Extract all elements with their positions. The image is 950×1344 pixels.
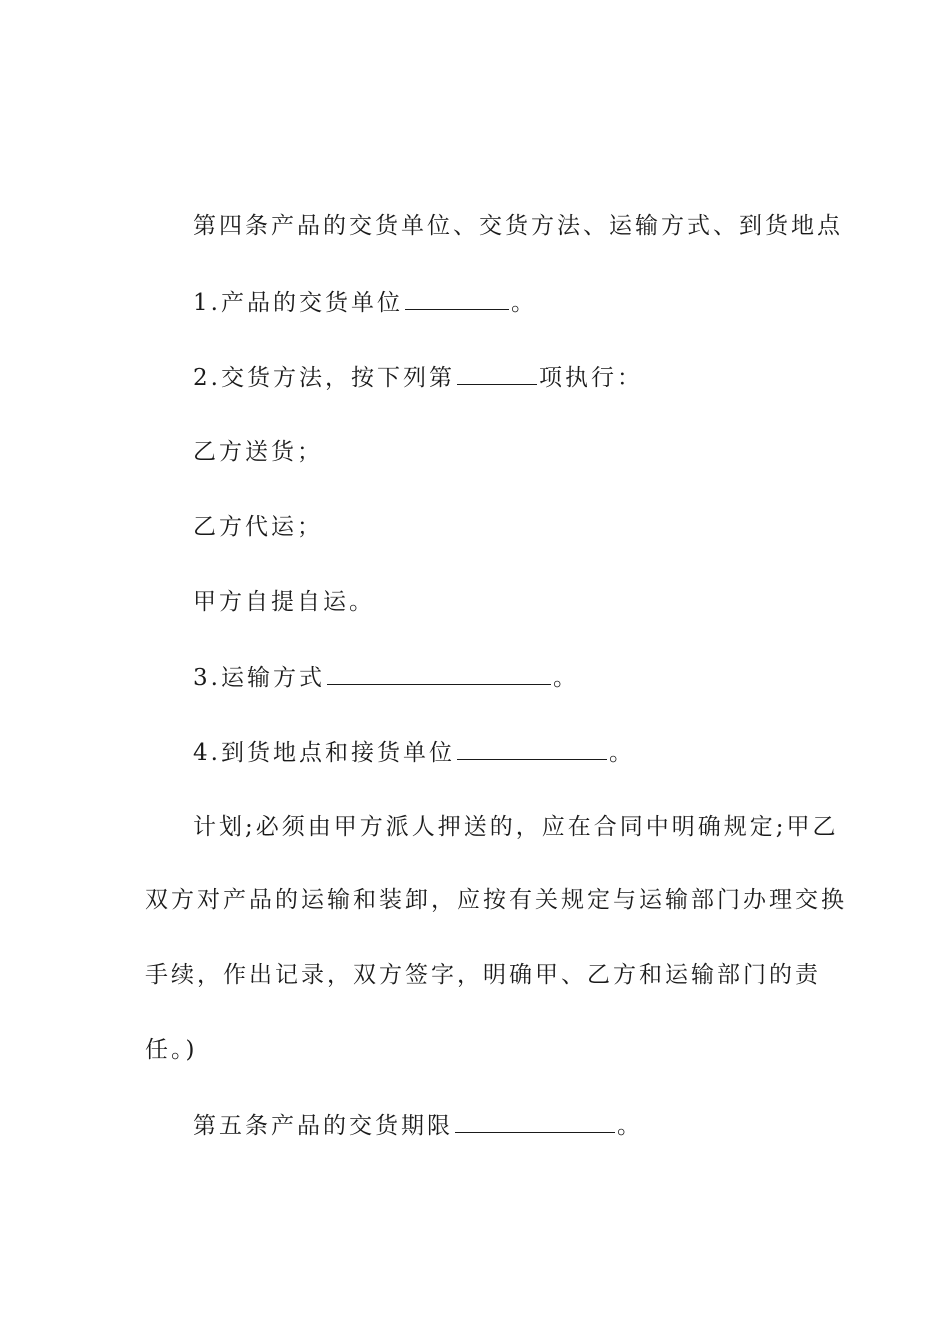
paragraph-line-3: 手续，作出记录，双方签字，明确甲、乙方和运输部门的责 <box>145 962 821 988</box>
item-1-suffix: 。 <box>510 290 537 316</box>
option-seller-delivers: 乙方送货； <box>193 439 323 465</box>
item-2-suffix: 项执行： <box>538 365 643 391</box>
item-1-blank[interactable] <box>405 287 509 310</box>
article-4-heading: 第四条产品的交货单位、交货方法、运输方式、到货地点 <box>193 213 843 239</box>
item-3-blank[interactable] <box>327 662 551 685</box>
item-4-label: 4.到货地点和接货单位 <box>193 740 455 766</box>
item-4-arrival-place <box>193 737 635 768</box>
paragraph-line-4: 任。) <box>145 1037 198 1063</box>
item-4-blank[interactable] <box>457 737 607 760</box>
article-5-label: 第五条产品的交货期限 <box>193 1113 453 1139</box>
paragraph-line-1: 计划;必须由甲方派人押送的，应在合同中明确规定;甲乙 <box>193 814 839 840</box>
article-5-suffix: 。 <box>617 1113 643 1139</box>
item-1-delivery-unit <box>193 287 537 318</box>
item-2-label: 2.交货方法，按下列第 <box>193 365 455 391</box>
item-3-suffix: 。 <box>552 665 579 691</box>
item-2-blank[interactable] <box>457 362 537 385</box>
article-5-blank[interactable] <box>455 1110 615 1133</box>
item-3-label: 3.运输方式 <box>193 665 325 691</box>
option-buyer-pickup: 甲方自提自运。 <box>193 589 375 615</box>
option-seller-ships: 乙方代运； <box>193 514 323 540</box>
item-1-label: 1.产品的交货单位 <box>193 290 403 316</box>
paragraph-line-2: 双方对产品的运输和装卸，应按有关规定与运输部门办理交换 <box>145 887 847 913</box>
item-4-suffix: 。 <box>608 740 635 766</box>
article-5-delivery-term <box>193 1110 643 1141</box>
item-3-transport-mode <box>193 662 579 693</box>
item-2-delivery-method <box>193 362 643 393</box>
